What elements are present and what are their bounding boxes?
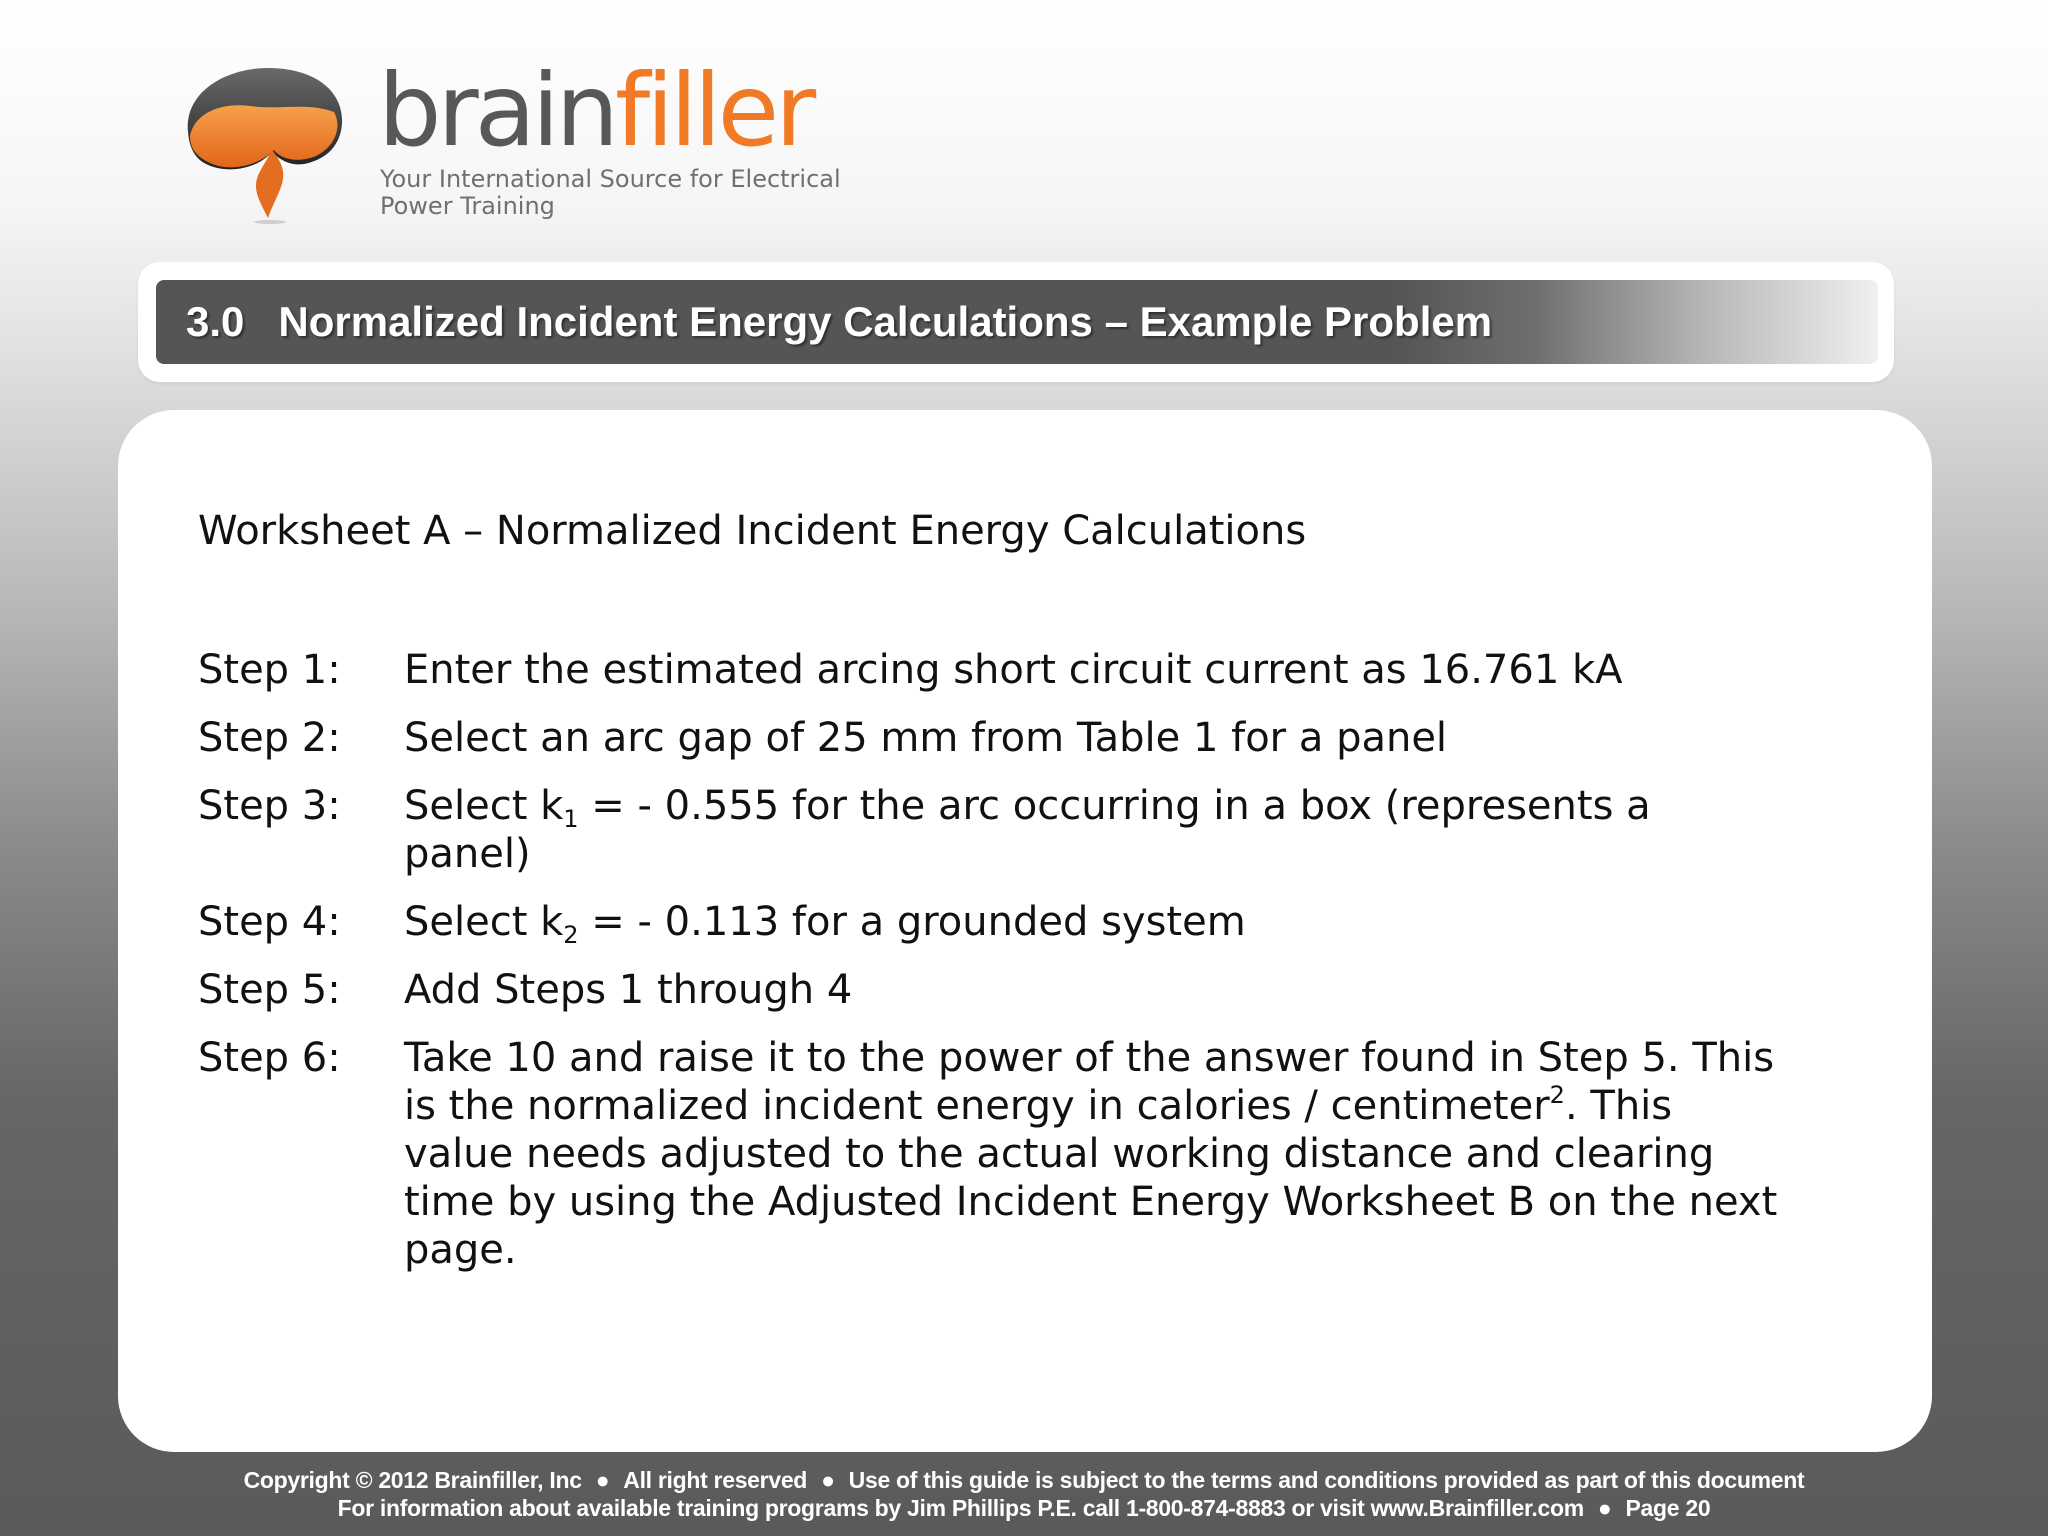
step-4	[198, 898, 1898, 949]
step-text	[404, 1034, 1794, 1274]
bullet-icon: ●	[595, 1467, 610, 1493]
brand-part-filler: filler	[615, 52, 813, 169]
brand-tagline: Your International Source for Electrical Power Training	[380, 165, 841, 220]
step-label: Step 3:	[198, 783, 341, 829]
worksheet-title: Worksheet A – Normalized Incident Energy Calculations	[198, 508, 1307, 554]
content-panel	[118, 410, 1932, 1452]
brand-part-brain: brain	[378, 52, 616, 169]
brain-logo-icon	[176, 62, 346, 227]
step-text	[404, 898, 1824, 949]
step-3	[198, 782, 1898, 878]
step-text-part: . This value needs adjusted to the actual working distance and clearing time by using the Adjusted Incident Energy Worksheet B on the next page.	[404, 1083, 1778, 1273]
step-label: Step 6:	[198, 1035, 341, 1081]
section-title-text: Normalized Incident Energy Calculations – Example Problem	[278, 298, 1493, 345]
step-text-part: = - 0.555 for the arc occurring in a box (represents a panel)	[404, 783, 1651, 877]
section-title	[186, 295, 1492, 349]
subscript: 1	[563, 805, 579, 833]
steps-list	[198, 646, 1898, 1294]
title-bar	[156, 280, 1878, 364]
subscript: 2	[563, 921, 579, 949]
step-2	[198, 714, 1898, 762]
step-text-part: Select k	[404, 899, 564, 945]
footer-terms: Use of this guide is subject to the terms and conditions provided as part of this document	[848, 1467, 1805, 1493]
step-5	[198, 966, 1898, 1014]
footer-page-number: Page 20	[1625, 1495, 1711, 1521]
step-text	[404, 782, 1694, 878]
bullet-icon: ●	[1597, 1495, 1612, 1521]
footer-info: For information about available training programs by Jim Phillips P.E. call 1-800-874-8883 or visit www.Brainfiller.com	[337, 1495, 1584, 1521]
step-text-part: Take 10 and raise it to the power of the answer found in Step 5. This is the normalized incident energy in calories / centimeter	[404, 1035, 1775, 1129]
step-label: Step 4:	[198, 899, 341, 945]
bullet-icon: ●	[821, 1467, 835, 1493]
step-label: Step 1:	[198, 647, 341, 693]
step-6	[198, 1034, 1898, 1274]
footer	[0, 1466, 2048, 1522]
step-text-part: = - 0.113 for a grounded system	[578, 899, 1246, 945]
footer-line-1	[0, 1466, 2048, 1494]
step-text: Enter the estimated arcing short circuit current as 16.761 kA	[404, 647, 1623, 693]
footer-line-2	[0, 1494, 2048, 1522]
step-text: Add Steps 1 through 4	[404, 967, 853, 1013]
footer-rights: All right reserved	[623, 1467, 808, 1493]
step-label: Step 5:	[198, 967, 341, 1013]
superscript: 2	[1549, 1081, 1565, 1109]
brand-wordmark	[378, 52, 813, 169]
step-text-part: Select k	[404, 783, 564, 829]
step-1	[198, 646, 1898, 694]
brainfiller-logo	[170, 52, 870, 230]
step-label: Step 2:	[198, 715, 341, 761]
section-number: 3.0	[186, 298, 245, 345]
footer-copyright: Copyright © 2012 Brainfiller, Inc	[243, 1467, 582, 1493]
step-text: Select an arc gap of 25 mm from Table 1 for a panel	[404, 715, 1448, 761]
